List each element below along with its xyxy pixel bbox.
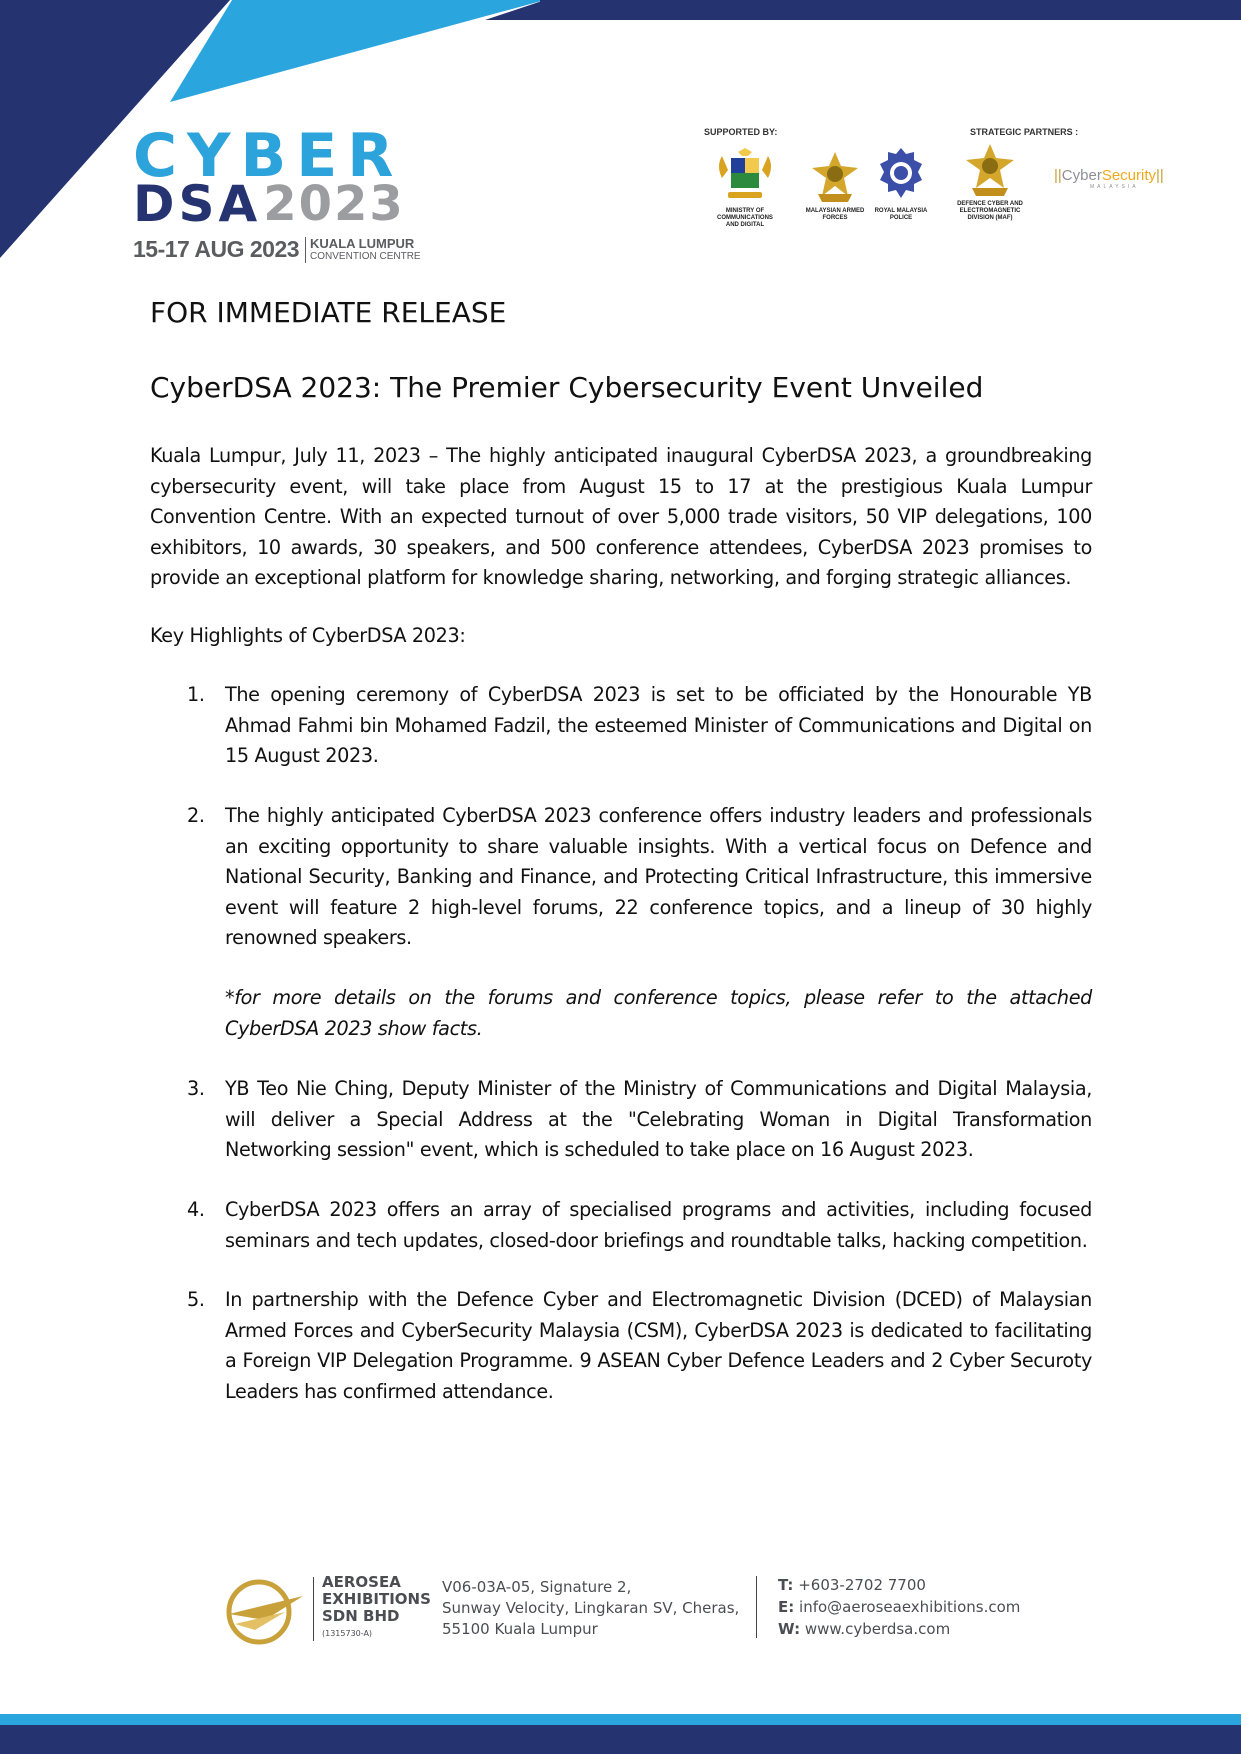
footer-divider — [313, 1577, 314, 1641]
malaysia-coat-of-arms-icon — [710, 148, 780, 204]
partner-caption-dced: DEFENCE CYBER AND ELECTROMAGNETIC DIVISION (MAF) — [957, 201, 1023, 221]
cybersecurity-malaysia-subtitle: MALAYSIA — [1090, 184, 1139, 190]
footer-band-light — [0, 1714, 1241, 1725]
footer-divider — [756, 1576, 757, 1638]
event-venue — [310, 237, 421, 263]
aerosea-logo-icon — [225, 1576, 305, 1646]
supporter-caption-mcd: MINISTRY OF COMMUNICATIONS AND DIGITAL — [717, 208, 773, 228]
page-title: CyberDSA 2023: The Premier Cybersecurity Event Unveiled — [150, 371, 984, 404]
company-registration: (1315730-A) — [322, 1629, 373, 1638]
list-item-number: 4. — [187, 1198, 205, 1221]
list-item-text: The opening ceremony of CyberDSA 2023 is set to be officiated by the Honourable YB Ahmad Fahmi bin Mohamed Fadzil, the esteemed Minister of Communications and Digital on 15 August 2023. — [225, 683, 1092, 767]
dced-crest-icon — [962, 142, 1018, 200]
supported-by-label: SUPPORTED BY: — [704, 127, 778, 137]
logo-dsa-text: DSA — [133, 175, 262, 233]
strategic-partners-label: STRATEGIC PARTNERS : — [970, 127, 1079, 137]
company-name: AEROSEA EXHIBITIONS SDN BHD — [322, 1573, 431, 1625]
footer-band-dark — [0, 1725, 1241, 1754]
logo-cyber-text: CYBER — [133, 121, 404, 191]
venue-city: KUALA LUMPUR — [310, 235, 415, 251]
venue-name: CONVENTION CENTRE — [310, 250, 421, 262]
logo-divider — [305, 237, 306, 263]
phone-number: +603-2702 7700 — [798, 1576, 926, 1594]
highlights-heading: Key Highlights of CyberDSA 2023: — [150, 624, 466, 647]
intro-paragraph: Kuala Lumpur, July 11, 2023 – The highly anticipated inaugural CyberDSA 2023, a groundbreaking cybersecurity event, will take place from August 15 to 17 at the prestigious Kuala Lumpur Convention Centre. With an expected turnout of over 5,000 trade visitors, 50 VIP delegations, 100 exhibitors, 10 awards, 30 speakers, and 500 conference attendees, CyberDSA 2023 promises to provide an exceptional platform for knowledge sharing, networking, and forging strategic alliances. — [150, 444, 1092, 589]
header-top-bar — [0, 0, 1241, 20]
release-label: FOR IMMEDIATE RELEASE — [150, 296, 507, 329]
contact-details: T: +603-2702 7700 E: info@aeroseaexhibitions.com W: www.cyberdsa.com — [778, 1576, 1021, 1638]
supporter-caption-maf: MALAYSIAN ARMED FORCES — [805, 208, 865, 221]
list-item-number: 1. — [187, 683, 205, 706]
supporter-caption-police: ROYAL MALAYSIA POLICE — [874, 208, 928, 221]
event-logo — [133, 121, 433, 263]
list-item-text: YB Teo Nie Ching, Deputy Minister of the Ministry of Communications and Digital Malaysia, will deliver a Special Address at the "Celebrating Woman in Digital Transformation Networking session" event, which is scheduled to take place on 16 August 2023. — [225, 1077, 1092, 1161]
list-item-note: *for more details on the forums and conference topics, please refer to the attached CyberDSA 2023 show facts. — [225, 986, 1092, 1040]
police-crest-icon — [876, 146, 926, 204]
email-link[interactable]: info@aeroseaexhibitions.com — [799, 1598, 1021, 1616]
list-item-number: 2. — [187, 804, 205, 827]
event-dates: 15-17 AUG 2023 — [133, 236, 300, 262]
list-item-text: In partnership with the Defence Cyber and Electromagnetic Division (DCED) of Malaysian Armed Forces and CyberSecurity Malaysia (CSM), CyberDSA 2023 is dedicated to facilitating a Foreign VIP Delegation Programme. 9 ASEAN Cyber Defence Leaders and 2 Cyber Securoty Leaders has confirmed attendance. — [225, 1288, 1092, 1403]
list-item-number: 3. — [187, 1077, 205, 1100]
armed-forces-crest-icon — [808, 150, 862, 204]
list-item-text: CyberDSA 2023 offers an array of specialised programs and activities, including focused seminars and tech updates, closed-door briefings and roundtable talks, hacking competition. — [225, 1198, 1092, 1252]
cybersecurity-malaysia-logo: ||CyberSecurity|| — [1054, 167, 1164, 184]
website-link[interactable]: www.cyberdsa.com — [804, 1620, 951, 1638]
list-item-number: 5. — [187, 1288, 205, 1311]
logo-year-text: 2023 — [263, 176, 405, 232]
list-item-text: The highly anticipated CyberDSA 2023 conference offers industry leaders and professionals an exciting opportunity to share valuable insights. With a vertical focus on Defence and National Security, Banking and Finance, and Protecting Critical Infrastructure, this immersive event will feature 2 high-level forums, 22 conference topics, and a lineup of 30 highly renowned speakers. — [225, 804, 1092, 949]
company-address: V06-03A-05, Signature 2, Sunway Velocity, Lingkaran SV, Cheras, 55100 Kuala Lumpur — [442, 1578, 740, 1638]
